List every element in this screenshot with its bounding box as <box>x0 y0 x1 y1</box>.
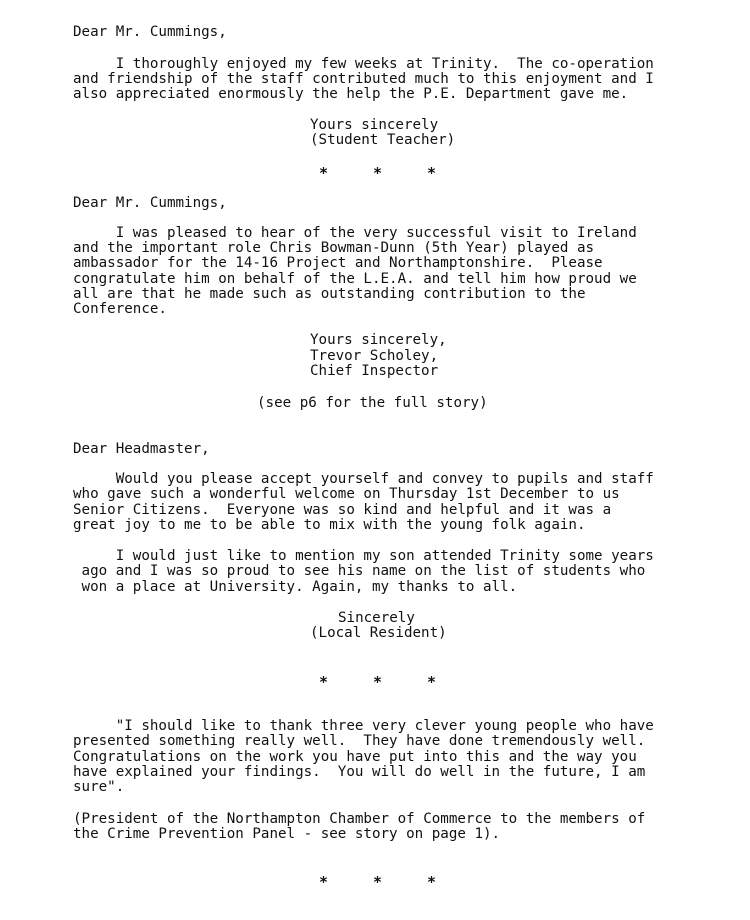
letter2-body-line-3: ambassador for the 14-16 Project and Northamptonshire. Please <box>73 255 603 271</box>
letter2-greeting: Dear Mr. Cummings, <box>73 195 227 211</box>
quote-line-3: Congratulations on the work you have put into this and the way you <box>73 749 637 765</box>
letter2-signoff-line-1: Yours sincerely, <box>310 332 447 348</box>
separator-star: * <box>373 164 383 182</box>
letter2-body-line-1: I was pleased to hear of the very successful visit to Ireland <box>73 225 637 241</box>
quote-line-1: "I should like to thank three very clever young people who have <box>73 718 654 734</box>
letter3-signoff-line-2: (Local Resident) <box>310 625 447 641</box>
quote-line-4: have explained your findings. You will do well in the future, I am <box>73 764 646 780</box>
separator-star: * <box>319 673 329 691</box>
letter2-signoff-line-3: Chief Inspector <box>310 363 439 379</box>
separator-star: * <box>319 873 329 891</box>
letter2-body-line-4: congratulate him on behalf of the L.E.A. and tell him how proud we <box>73 271 637 287</box>
quote-attribution-line-1: (President of the Northampton Chamber of Commerce to the members of <box>73 811 646 827</box>
letter1-body-line-2: and friendship of the staff contributed much to this enjoyment and I <box>73 71 654 87</box>
letter3-body2-line-1: I would just like to mention my son attended Trinity some years <box>73 548 654 564</box>
letter2-body-line-2: and the important role Chris Bowman-Dunn (5th Year) played as <box>73 240 595 256</box>
quote-attribution-line-2: the Crime Prevention Panel - see story on page 1). <box>73 826 501 842</box>
separator-star: * <box>427 873 437 891</box>
separator-star: * <box>319 164 329 182</box>
letter2-body-line-5: all are that he made such as outstanding contribution to the <box>73 286 586 302</box>
letter3-body1-line-2: who gave such a wonderful welcome on Thursday 1st December to us <box>73 486 620 502</box>
separator-star: * <box>427 673 437 691</box>
separator-star: * <box>427 164 437 182</box>
separator-star: * <box>373 873 383 891</box>
letter3-body2-line-2: ago and I was so proud to see his name on the list of students who <box>73 563 646 579</box>
letter3-body2-line-3: won a place at University. Again, my thanks to all. <box>73 579 518 595</box>
letter2-note: (see p6 for the full story) <box>257 395 488 411</box>
letter3-signoff-line-1: Sincerely <box>338 610 415 626</box>
letter1-greeting: Dear Mr. Cummings, <box>73 24 227 40</box>
letter2-signoff-line-2: Trevor Scholey, <box>310 348 439 364</box>
letter3-body1-line-4: great joy to me to be able to mix with the young folk again. <box>73 517 586 533</box>
separator-star: * <box>373 673 383 691</box>
quote-line-5: sure". <box>73 779 125 795</box>
letter2-body-line-6: Conference. <box>73 301 167 317</box>
letter3-greeting: Dear Headmaster, <box>73 441 210 457</box>
letter1-body-line-1: I thoroughly enjoyed my few weeks at Trinity. The co-operation <box>73 56 654 72</box>
quote-line-2: presented something really well. They have done tremendously well. <box>73 733 646 749</box>
letter3-body1-line-3: Senior Citizens. Everyone was so kind and helpful and it was a <box>73 502 612 518</box>
letter1-body-line-3: also appreciated enormously the help the P.E. Department gave me. <box>73 86 629 102</box>
letter1-signoff-line-1: Yours sincerely <box>310 117 439 133</box>
letter3-body1-line-1: Would you please accept yourself and convey to pupils and staff <box>73 471 654 487</box>
letter1-signoff-line-2: (Student Teacher) <box>310 132 456 148</box>
